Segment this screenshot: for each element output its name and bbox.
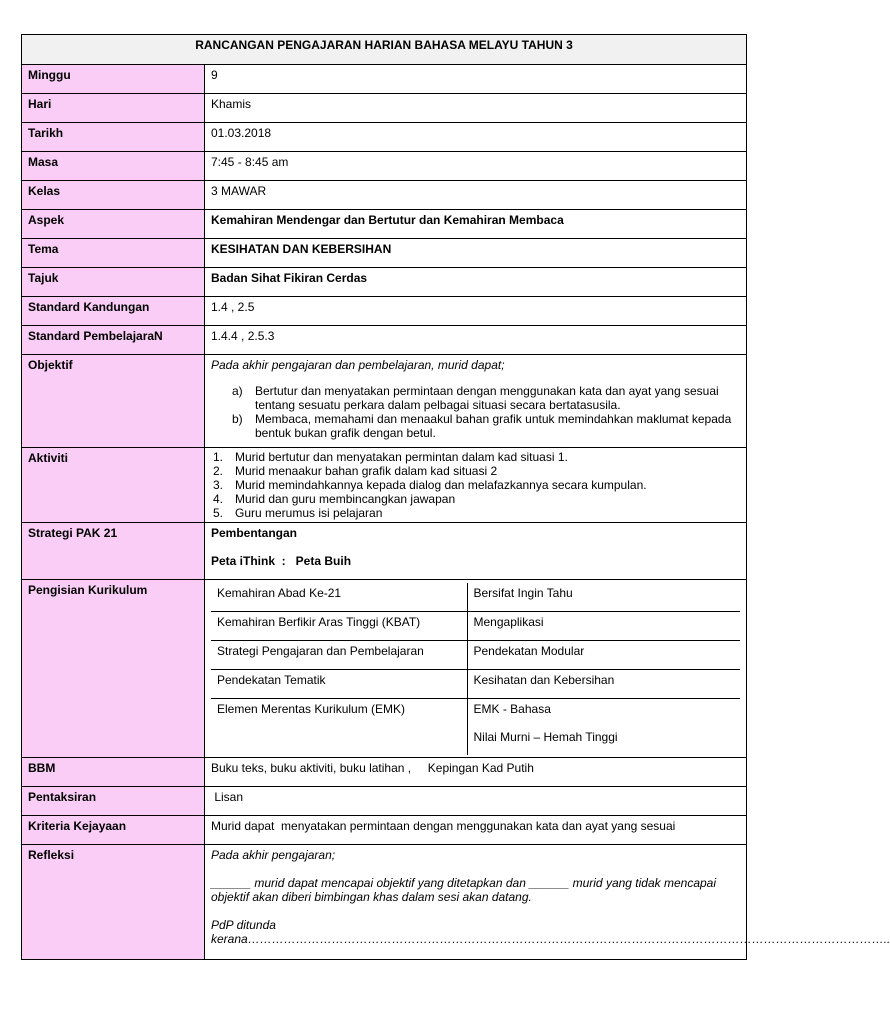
list-item: 3. Murid memindahkannya kepada dialog dan melafazkannya secara kumpulan. bbox=[213, 478, 647, 492]
value-strategi bbox=[205, 523, 747, 580]
value-tema: KESIHATAN DAN KEBERSIHAN bbox=[205, 239, 747, 268]
value-aspek: Kemahiran Mendengar dan Bertutur dan Kemahiran Membaca bbox=[205, 210, 747, 239]
value-minggu: 9 bbox=[205, 65, 747, 94]
table-row: Kemahiran Berfikir Aras Tinggi (KBAT) Mengaplikasi bbox=[211, 612, 740, 641]
list-item: 4. Murid dan guru membincangkan jawapan bbox=[213, 492, 456, 506]
strategi-line-2: Peta iThink : Peta Buih bbox=[211, 554, 352, 568]
value-masa: 7:45 - 8:45 am bbox=[205, 152, 747, 181]
label-aktiviti: Aktiviti bbox=[22, 448, 205, 523]
label-kriteria-kejayaan: Kriteria Kejayaan bbox=[22, 816, 205, 845]
aktiviti-list bbox=[211, 450, 740, 520]
refleksi-line-3: PdP ditunda bbox=[211, 918, 276, 932]
label-bbm: BBM bbox=[22, 758, 205, 787]
label-masa: Masa bbox=[22, 152, 205, 181]
list-item: a) Bertutur dan menyatakan permintaan dengan menggunakan kata dan ayat yang sesuai tentang sesuatu perkara dalam pelbagai situasi secara bertatasusila. bbox=[232, 384, 719, 412]
table-row: Elemen Merentas Kurikulum (EMK) EMK - Bahasa Nilai Murni – Hemah Tinggi bbox=[211, 699, 740, 756]
value-tarikh: 01.03.2018 bbox=[205, 123, 747, 152]
refleksi-line-1: Pada akhir pengajaran; bbox=[211, 848, 336, 862]
value-refleksi bbox=[205, 845, 890, 960]
refleksi-line-4: kerana…………………………………………………………………………………………………………………………………………….. bbox=[211, 932, 890, 946]
label-kelas: Kelas bbox=[22, 181, 205, 210]
value-pengisian-kurikulum bbox=[205, 580, 747, 758]
value-objektif bbox=[205, 355, 747, 448]
label-strategi: Strategi PAK 21 bbox=[22, 523, 205, 580]
value-standard-kandungan: 1.4 , 2.5 bbox=[205, 297, 747, 326]
label-minggu: Minggu bbox=[22, 65, 205, 94]
list-item: 5. Guru merumus isi pelajaran bbox=[213, 506, 383, 520]
label-objektif: Objektif bbox=[22, 355, 205, 448]
objektif-intro: Pada akhir pengajaran dan pembelajaran, murid dapat; bbox=[211, 358, 505, 372]
label-hari: Hari bbox=[22, 94, 205, 123]
label-pentaksiran: Pentaksiran bbox=[22, 787, 205, 816]
label-tajuk: Tajuk bbox=[22, 268, 205, 297]
label-aspek: Aspek bbox=[22, 210, 205, 239]
table-row: Pendekatan Tematik Kesihatan dan Kebersihan bbox=[211, 670, 740, 699]
label-pengisian-kurikulum: Pengisian Kurikulum bbox=[22, 580, 205, 758]
strategi-line-1: Pembentangan bbox=[211, 526, 298, 540]
value-standard-pembelajaran: 1.4.4 , 2.5.3 bbox=[205, 326, 747, 355]
value-hari: Khamis bbox=[205, 94, 747, 123]
value-kriteria-kejayaan: Murid dapat menyatakan permintaan dengan menggunakan kata dan ayat yang sesuai bbox=[205, 816, 747, 845]
value-pentaksiran: Lisan bbox=[205, 787, 747, 816]
lesson-plan-table bbox=[21, 34, 890, 960]
table-row: Strategi Pengajaran dan Pembelajaran Pendekatan Modular bbox=[211, 641, 740, 670]
objektif-list bbox=[211, 384, 740, 440]
refleksi-line-2: ______ murid dapat mencapai objektif yang ditetapkan dan ______ murid yang tidak mencapai objektif akan diberi bimbingan khas dalam sesi akan datang. bbox=[211, 876, 717, 904]
value-bbm: Buku teks, buku aktiviti, buku latihan , Kepingan Kad Putih bbox=[205, 758, 747, 787]
label-standard-pembelajaran: Standard PembelajaraN bbox=[22, 326, 205, 355]
value-aktiviti bbox=[205, 448, 747, 523]
list-item: 1. Murid bertutur dan menyatakan permintan dalam kad situasi 1. bbox=[213, 450, 568, 464]
list-item: b) Membaca, memahami dan menaakul bahan grafik untuk memindahkan maklumat kepada bentuk bukan grafik dengan betul. bbox=[232, 412, 732, 440]
list-item: 2. Murid menaakur bahan grafik dalam kad situasi 2 bbox=[213, 464, 498, 478]
label-tema: Tema bbox=[22, 239, 205, 268]
page-title: RANCANGAN PENGAJARAN HARIAN BAHASA MELAYU TAHUN 3 bbox=[22, 35, 747, 65]
value-tajuk: Badan Sihat Fikiran Cerdas bbox=[205, 268, 747, 297]
label-standard-kandungan: Standard Kandungan bbox=[22, 297, 205, 326]
label-refleksi: Refleksi bbox=[22, 845, 205, 960]
table-row: Kemahiran Abad Ke-21 Bersifat Ingin Tahu bbox=[211, 583, 740, 612]
value-kelas: 3 MAWAR bbox=[205, 181, 747, 210]
label-tarikh: Tarikh bbox=[22, 123, 205, 152]
kurikulum-table bbox=[211, 583, 740, 755]
